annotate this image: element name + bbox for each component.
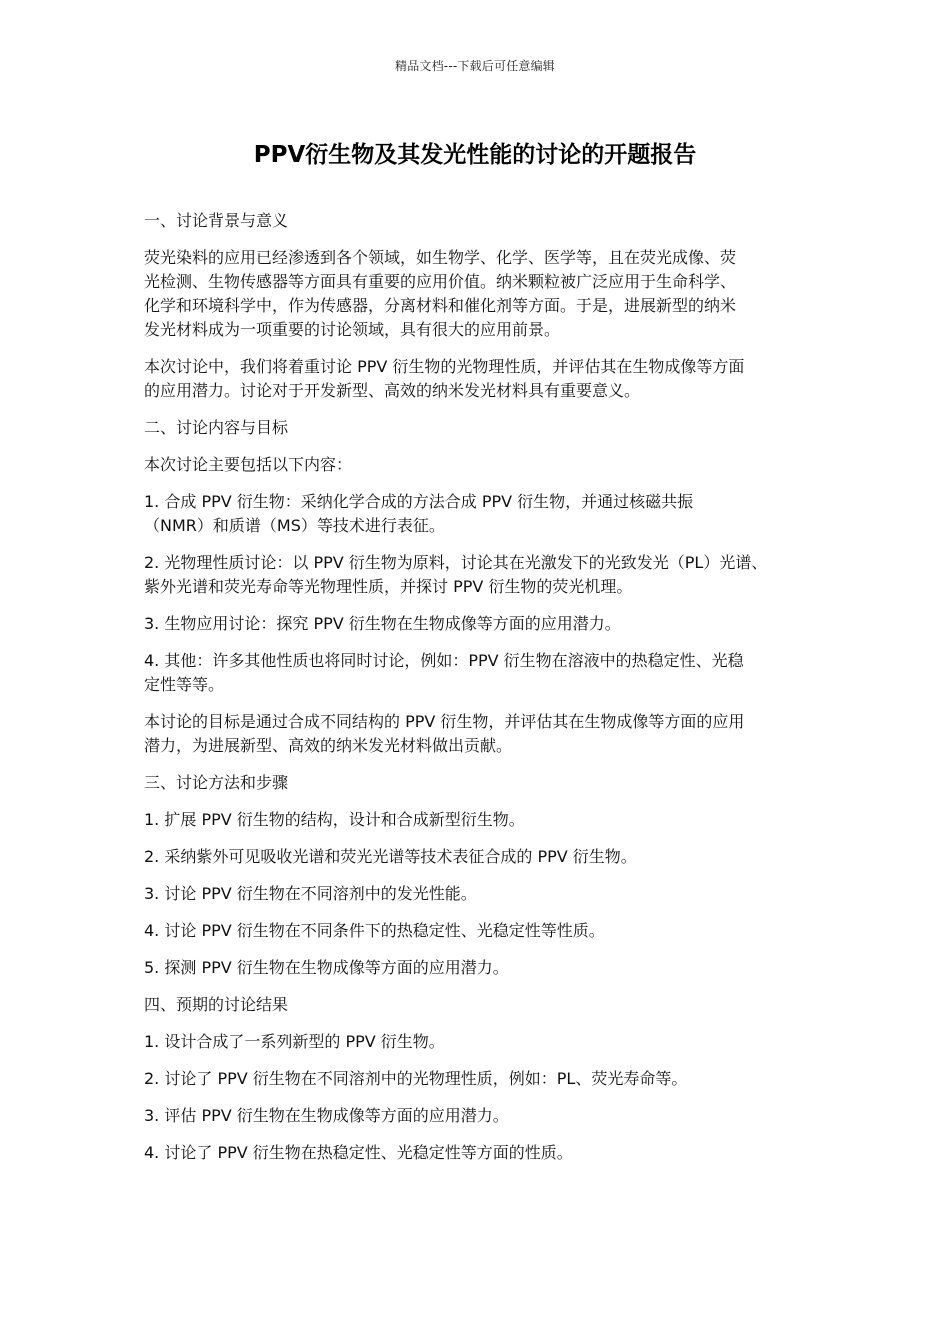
paragraph-line: 4. 讨论了 PPV 衍生物在热稳定性、光稳定性等方面的性质。 — [144, 1143, 573, 1162]
paragraph — [144, 771, 816, 795]
paragraph-line: 2. 光物理性质讨论：以 PPV 衍生物为原料，讨论其在光激发下的光致发光（PL）光谱、 — [144, 553, 768, 572]
paragraph — [144, 1030, 816, 1054]
paragraph — [144, 1141, 816, 1165]
paragraph-line: 本讨论的目标是通过合成不同结构的 PPV 衍生物，并评估其在生物成像等方面的应用 — [144, 712, 745, 731]
paragraph-line: 三、讨论方法和步骤 — [144, 773, 289, 792]
paragraph-line: 荧光染料的应用已经渗透到各个领域，如生物学、化学、医学等，且在荧光成像、荧 — [144, 248, 737, 267]
paragraph-line: 4. 讨论 PPV 衍生物在不同条件下的热稳定性、光稳定性等性质。 — [144, 921, 605, 940]
paragraph-line: （NMR）和质谱（MS）等技术进行表征。 — [144, 516, 445, 535]
paragraph — [144, 355, 816, 403]
paragraph-line: 定性等等。 — [144, 675, 225, 694]
paragraph — [144, 551, 816, 599]
paragraph — [144, 993, 816, 1017]
paragraph-line: 的应用潜力。讨论对于开发新型、高效的纳米发光材料具有重要意义。 — [144, 381, 641, 400]
paragraph — [144, 1104, 816, 1128]
paragraph-line: 光检测、生物传感器等方面具有重要的应用价值。纳米颗粒被广泛应用于生命科学、 — [144, 272, 737, 291]
paragraph — [144, 919, 816, 943]
paragraph-line: 本次讨论中，我们将着重讨论 PPV 衍生物的光物理性质，并评估其在生物成像等方面 — [144, 357, 745, 376]
paragraph-line: 2. 采纳紫外可见吸收光谱和荧光光谱等技术表征合成的 PPV 衍生物。 — [144, 847, 637, 866]
header-note: 精品文档---下载后可任意编辑 — [395, 59, 555, 73]
paragraph-line: 化学和环境科学中，作为传感器，分离材料和催化剂等方面。于是，进展新型的纳米 — [144, 296, 737, 315]
paragraph — [144, 956, 816, 980]
paragraph — [144, 649, 816, 697]
paragraph-line: 四、预期的讨论结果 — [144, 995, 289, 1014]
paragraph-line: 5. 探测 PPV 衍生物在生物成像等方面的应用潜力。 — [144, 958, 509, 977]
paragraph-line: 2. 讨论了 PPV 衍生物在不同溶剂中的光物理性质，例如：PL、荧光寿命等。 — [144, 1069, 688, 1088]
paragraph-line: 发光材料成为一项重要的讨论领域，具有很大的应用前景。 — [144, 320, 561, 339]
paragraph-line: 3. 评估 PPV 衍生物在生物成像等方面的应用潜力。 — [144, 1106, 509, 1125]
paragraph-line: 3. 生物应用讨论：探究 PPV 衍生物在生物成像等方面的应用潜力。 — [144, 614, 621, 633]
paragraph-line: 二、讨论内容与目标 — [144, 418, 289, 437]
paragraph — [144, 882, 816, 906]
paragraph — [144, 845, 816, 869]
paragraph-line: 一、讨论背景与意义 — [144, 211, 289, 230]
paragraph-line: 本次讨论主要包括以下内容： — [144, 455, 353, 474]
paragraph-line: 1. 扩展 PPV 衍生物的结构，设计和合成新型衍生物。 — [144, 810, 525, 829]
paragraph — [144, 246, 816, 342]
paragraph — [144, 710, 816, 758]
paragraph — [144, 612, 816, 636]
paragraph-line: 3. 讨论 PPV 衍生物在不同溶剂中的发光性能。 — [144, 884, 477, 903]
document-title: PPV衍生物及其发光性能的讨论的开题报告 — [253, 142, 697, 168]
paragraph — [144, 416, 816, 440]
paragraph-line: 1. 合成 PPV 衍生物：采纳化学合成的方法合成 PPV 衍生物，并通过核磁共振 — [144, 492, 694, 511]
paragraph-line: 1. 设计合成了一系列新型的 PPV 衍生物。 — [144, 1032, 445, 1051]
paragraph — [144, 808, 816, 832]
paragraph — [144, 1067, 816, 1091]
paragraph-line: 4. 其他：许多其他性质也将同时讨论，例如：PPV 衍生物在溶液中的热稳定性、光稳 — [144, 651, 744, 670]
paragraph-line: 紫外光谱和荧光寿命等光物理性质，并探讨 PPV 衍生物的荧光机理。 — [144, 577, 633, 596]
paragraph — [144, 490, 816, 538]
paragraph — [144, 209, 816, 233]
document-body — [144, 209, 816, 1178]
paragraph — [144, 453, 816, 477]
paragraph-line: 潜力，为进展新型、高效的纳米发光材料做出贡献。 — [144, 736, 513, 755]
